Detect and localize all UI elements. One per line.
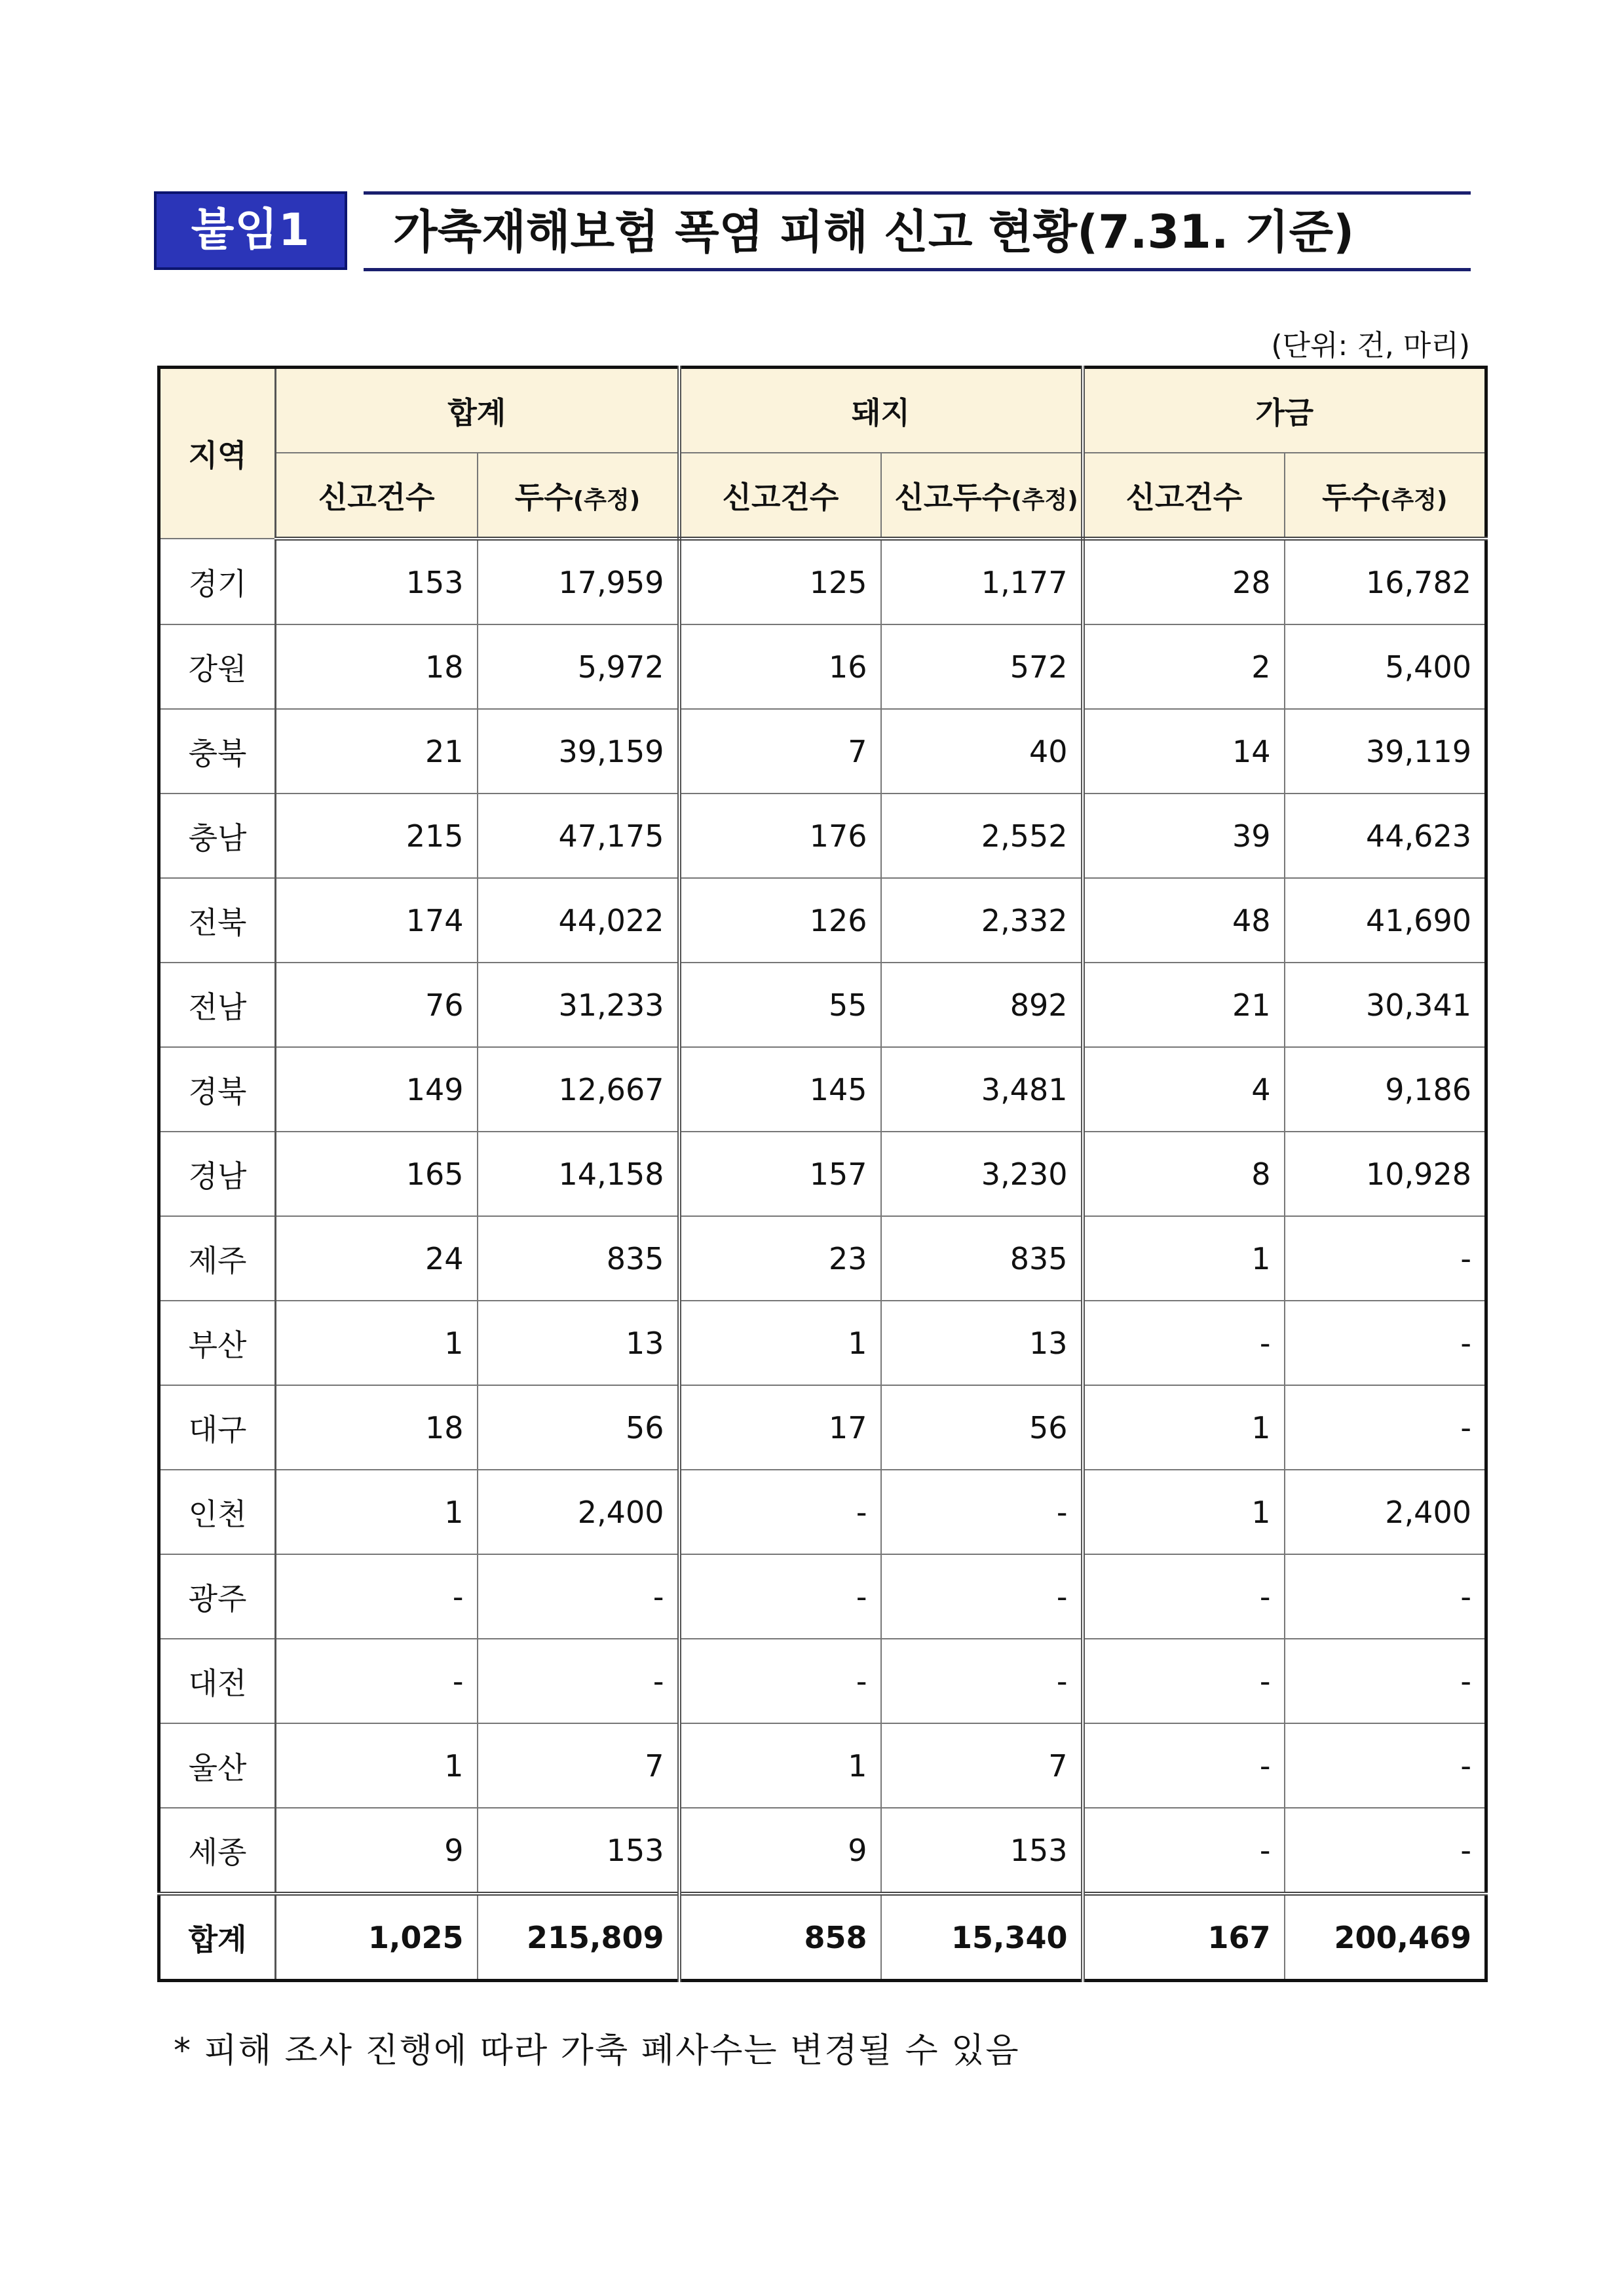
subheader-5 <box>1285 453 1486 539</box>
value-cell: 157 <box>679 1132 881 1216</box>
value-cell: - <box>1285 1639 1486 1723</box>
value-cell: - <box>881 1470 1083 1554</box>
table-row <box>159 1047 1486 1132</box>
value-cell: 1 <box>276 1301 478 1385</box>
value-cell: 9 <box>679 1808 881 1894</box>
table-row <box>159 1132 1486 1216</box>
table-row <box>159 963 1486 1047</box>
subheader-label: 두수 <box>514 479 573 515</box>
value-cell: 44,022 <box>478 878 679 963</box>
value-cell: 18 <box>276 1385 478 1470</box>
subheader-3 <box>881 453 1083 539</box>
subheader-2 <box>679 453 881 539</box>
region-cell: 대전 <box>159 1639 276 1723</box>
table-row <box>159 1639 1486 1723</box>
table-row <box>159 539 1486 624</box>
value-cell: 153 <box>276 539 478 624</box>
table-row <box>159 878 1486 963</box>
value-cell: 48 <box>1083 878 1285 963</box>
region-cell: 전남 <box>159 963 276 1047</box>
value-cell: 5,400 <box>1285 624 1486 709</box>
value-cell: - <box>276 1639 478 1723</box>
value-cell: - <box>679 1470 881 1554</box>
value-cell: 17,959 <box>478 539 679 624</box>
value-cell: 40 <box>881 709 1083 794</box>
subheader-label: 신고건수 <box>722 479 839 515</box>
table-row <box>159 624 1486 709</box>
attachment-badge: 붙임1 <box>154 191 347 270</box>
value-cell: - <box>679 1639 881 1723</box>
value-cell: 39,159 <box>478 709 679 794</box>
region-cell: 경기 <box>159 539 276 624</box>
value-cell: 28 <box>1083 539 1285 624</box>
value-cell: - <box>1285 1216 1486 1301</box>
subheader-label: 신고두수 <box>894 479 1011 515</box>
region-cell: 경남 <box>159 1132 276 1216</box>
region-cell: 강원 <box>159 624 276 709</box>
value-cell: - <box>1285 1301 1486 1385</box>
value-cell: 30,341 <box>1285 963 1486 1047</box>
value-cell: - <box>1083 1723 1285 1808</box>
value-cell: 14 <box>1083 709 1285 794</box>
table-row <box>159 1470 1486 1554</box>
value-cell: 126 <box>679 878 881 963</box>
value-cell: 2,400 <box>1285 1470 1486 1554</box>
value-cell: 9,186 <box>1285 1047 1486 1132</box>
value-cell: - <box>679 1554 881 1639</box>
value-cell: 44,623 <box>1285 794 1486 878</box>
value-cell: 21 <box>1083 963 1285 1047</box>
value-cell: 835 <box>881 1216 1083 1301</box>
subheader-note: (추정) <box>1011 486 1078 514</box>
value-cell: 165 <box>276 1132 478 1216</box>
value-cell: 16,782 <box>1285 539 1486 624</box>
value-cell: - <box>1083 1301 1285 1385</box>
total-value-cell: 167 <box>1083 1894 1285 1981</box>
value-cell: 7 <box>679 709 881 794</box>
value-cell: - <box>478 1554 679 1639</box>
table-row <box>159 794 1486 878</box>
value-cell: 21 <box>276 709 478 794</box>
footnote: * 피해 조사 진행에 따라 가축 폐사수는 변경될 수 있음 <box>174 2031 1020 2071</box>
value-cell: 56 <box>881 1385 1083 1470</box>
region-cell: 광주 <box>159 1554 276 1639</box>
value-cell: 835 <box>478 1216 679 1301</box>
value-cell: - <box>1285 1554 1486 1639</box>
subheader-label: 신고건수 <box>1125 479 1243 515</box>
value-cell: 47,175 <box>478 794 679 878</box>
value-cell: 2,332 <box>881 878 1083 963</box>
value-cell: 2 <box>1083 624 1285 709</box>
value-cell: - <box>276 1554 478 1639</box>
region-cell: 전북 <box>159 878 276 963</box>
subheader-1 <box>478 453 679 539</box>
value-cell: 7 <box>881 1723 1083 1808</box>
value-cell: 1,177 <box>881 539 1083 624</box>
value-cell: 8 <box>1083 1132 1285 1216</box>
value-cell: 7 <box>478 1723 679 1808</box>
value-cell: 149 <box>276 1047 478 1132</box>
unit-label: (단위: 건, 마리) <box>1271 329 1470 362</box>
table-row <box>159 1554 1486 1639</box>
value-cell: 1 <box>1083 1216 1285 1301</box>
table-row <box>159 1216 1486 1301</box>
region-header: 지역 <box>159 368 276 539</box>
value-cell: 2,552 <box>881 794 1083 878</box>
value-cell: 1 <box>276 1723 478 1808</box>
group-header-total: 합계 <box>276 368 679 453</box>
value-cell: - <box>1083 1808 1285 1894</box>
subheader-label: 두수 <box>1322 479 1380 515</box>
subheader-0 <box>276 453 478 539</box>
table-row <box>159 1385 1486 1470</box>
value-cell: 12,667 <box>478 1047 679 1132</box>
value-cell: 4 <box>1083 1047 1285 1132</box>
value-cell: 3,230 <box>881 1132 1083 1216</box>
title-rule-top <box>364 191 1471 195</box>
value-cell: 39 <box>1083 794 1285 878</box>
value-cell: - <box>1285 1385 1486 1470</box>
title-rule-bottom <box>364 268 1471 271</box>
value-cell: 176 <box>679 794 881 878</box>
value-cell: 2,400 <box>478 1470 679 1554</box>
value-cell: 76 <box>276 963 478 1047</box>
table-row <box>159 1723 1486 1808</box>
subheader-note: (추정) <box>1380 486 1448 514</box>
value-cell: 1 <box>679 1723 881 1808</box>
region-cell: 대구 <box>159 1385 276 1470</box>
value-cell: 23 <box>679 1216 881 1301</box>
value-cell: 153 <box>478 1808 679 1894</box>
value-cell: - <box>1285 1808 1486 1894</box>
total-label: 합계 <box>159 1894 276 1981</box>
value-cell: 145 <box>679 1047 881 1132</box>
page-title: 가축재해보험 폭염 피해 신고 현황(7.31. 기준) <box>393 205 1355 259</box>
region-cell: 인천 <box>159 1470 276 1554</box>
group-header-pig: 돼지 <box>679 368 1083 453</box>
value-cell: 174 <box>276 878 478 963</box>
value-cell: 125 <box>679 539 881 624</box>
region-cell: 충북 <box>159 709 276 794</box>
table-row <box>159 1808 1486 1894</box>
value-cell: 892 <box>881 963 1083 1047</box>
region-cell: 제주 <box>159 1216 276 1301</box>
value-cell: 18 <box>276 624 478 709</box>
value-cell: 5,972 <box>478 624 679 709</box>
value-cell: - <box>1285 1723 1486 1808</box>
total-value-cell: 1,025 <box>276 1894 478 1981</box>
subheader-note: (추정) <box>573 486 641 514</box>
total-row <box>159 1894 1486 1981</box>
total-value-cell: 858 <box>679 1894 881 1981</box>
damage-report-table <box>157 366 1488 1982</box>
value-cell: 1 <box>276 1470 478 1554</box>
value-cell: 56 <box>478 1385 679 1470</box>
value-cell: 17 <box>679 1385 881 1470</box>
value-cell: 1 <box>1083 1470 1285 1554</box>
value-cell: 39,119 <box>1285 709 1486 794</box>
value-cell: 55 <box>679 963 881 1047</box>
value-cell: 215 <box>276 794 478 878</box>
subheader-4 <box>1083 453 1285 539</box>
value-cell: 9 <box>276 1808 478 1894</box>
region-cell: 부산 <box>159 1301 276 1385</box>
value-cell: - <box>478 1639 679 1723</box>
value-cell: 153 <box>881 1808 1083 1894</box>
value-cell: 1 <box>679 1301 881 1385</box>
value-cell: 41,690 <box>1285 878 1486 963</box>
value-cell: 14,158 <box>478 1132 679 1216</box>
region-cell: 세종 <box>159 1808 276 1894</box>
group-header-poultry: 가금 <box>1083 368 1486 453</box>
region-cell: 울산 <box>159 1723 276 1808</box>
region-cell: 충남 <box>159 794 276 878</box>
value-cell: 3,481 <box>881 1047 1083 1132</box>
value-cell: - <box>881 1639 1083 1723</box>
value-cell: 24 <box>276 1216 478 1301</box>
total-value-cell: 215,809 <box>478 1894 679 1981</box>
value-cell: - <box>881 1554 1083 1639</box>
value-cell: 16 <box>679 624 881 709</box>
value-cell: 13 <box>478 1301 679 1385</box>
value-cell: 10,928 <box>1285 1132 1486 1216</box>
value-cell: 31,233 <box>478 963 679 1047</box>
value-cell: 1 <box>1083 1385 1285 1470</box>
total-value-cell: 200,469 <box>1285 1894 1486 1981</box>
value-cell: - <box>1083 1554 1285 1639</box>
total-value-cell: 15,340 <box>881 1894 1083 1981</box>
table-row <box>159 709 1486 794</box>
region-cell: 경북 <box>159 1047 276 1132</box>
value-cell: 572 <box>881 624 1083 709</box>
value-cell: 13 <box>881 1301 1083 1385</box>
value-cell: - <box>1083 1639 1285 1723</box>
table-row <box>159 1301 1486 1385</box>
subheader-label: 신고건수 <box>318 479 435 515</box>
